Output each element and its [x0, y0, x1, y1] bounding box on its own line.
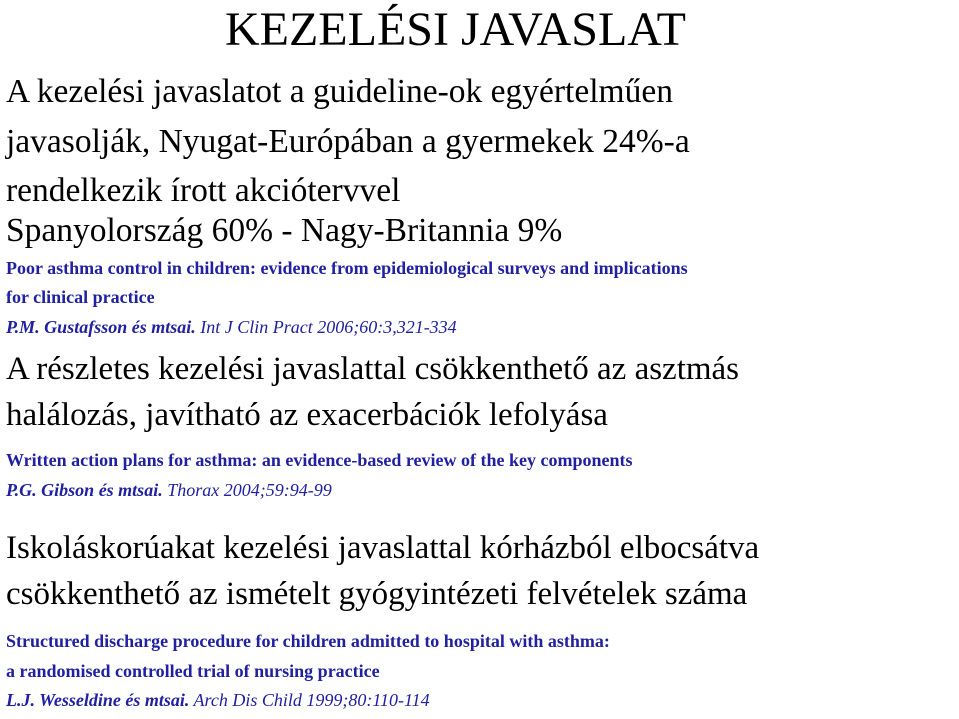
slide-title: KEZELÉSI JAVASLAT	[225, 3, 686, 56]
ref2-citation	[6, 481, 332, 499]
intro-line-3: rendelkezik írott akciótervvel	[6, 172, 401, 209]
point2-line-2: halálozás, javítható az exacerbációk lefolyása	[6, 397, 608, 433]
point3-line-2: csökkenthető az ismételt gyógyintézeti felvételek száma	[6, 576, 748, 612]
ref2-title-line-1: Written action plans for asthma: an evidence-based review of the key components	[6, 450, 633, 470]
intro-line-2: javasolják, Nyugat-Európában a gyermekek 24%-a	[6, 123, 690, 160]
point2-line-1: A részletes kezelési javaslattal csökkenthető az asztmás	[6, 351, 740, 387]
point3-line-1: Iskoláskorúakat kezelési javaslattal kórházból elbocsátva	[6, 530, 760, 566]
ref3-authors: L.J. Wesseldine és mtsai.	[6, 690, 190, 710]
ref2-authors: P.G. Gibson és mtsai.	[6, 480, 163, 500]
intro-line-1: A kezelési javaslatot a guideline-ok egyértelműen	[6, 73, 673, 110]
ref1-authors: P.M. Gustafsson és mtsai.	[6, 317, 196, 337]
ref3-journal: Arch Dis Child 1999;80:110-114	[189, 690, 430, 710]
ref1-journal: Int J Clin Pract 2006;60:3,321-334	[195, 317, 457, 337]
ref2-journal: Thorax 2004;59:94-99	[162, 480, 332, 500]
ref1-citation	[6, 318, 457, 336]
ref3-title-line-2: a randomised controlled trial of nursing practice	[6, 661, 380, 681]
ref3-title-line-1: Structured discharge procedure for children admitted to hospital with asthma:	[6, 631, 610, 651]
ref3-citation	[6, 691, 430, 709]
ref1-title-line-2: for clinical practice	[6, 287, 155, 307]
ref1-title-line-1: Poor asthma control in children: evidence from epidemiological surveys and implications	[6, 258, 688, 278]
intro-line-4: Spanyolország 60% - Nagy-Britannia 9%	[6, 212, 563, 249]
